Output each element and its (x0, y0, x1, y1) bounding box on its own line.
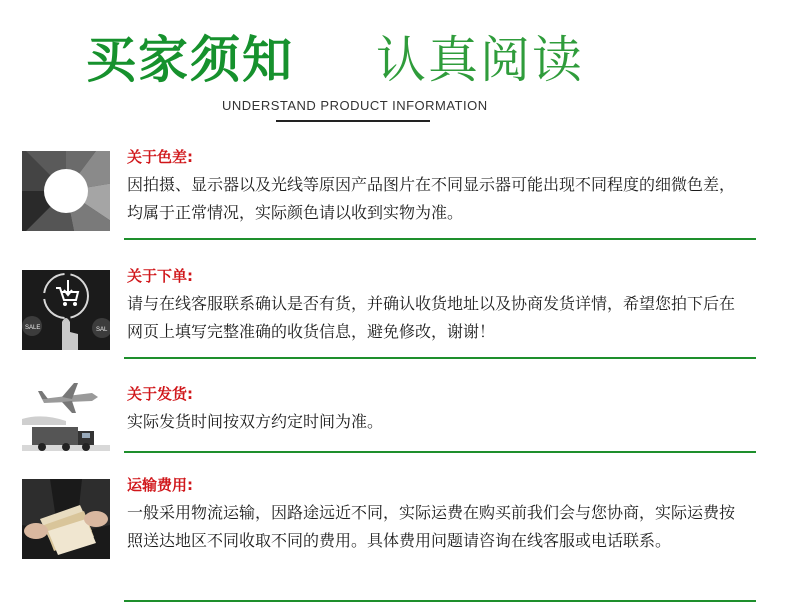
section-title: 关于色差: (127, 148, 193, 166)
section-body: 实际发货时间按双方约定时间为准。 (127, 412, 384, 431)
section-divider (124, 238, 756, 240)
page-title-secondary: 认真阅读 (376, 31, 584, 89)
shipping-plane-truck-icon (22, 377, 110, 457)
section-divider (124, 451, 756, 453)
section-title: 运输费用: (127, 476, 193, 494)
color-wheel-icon (22, 151, 110, 231)
section-body: 因拍摄、显示器以及光线等原因产品图片在不同显示器可能出现不同程度的细微色差，均属于正常情况，实际颜色请以收到实物为准。 (127, 175, 736, 222)
header (0, 0, 790, 130)
section-title: 关于下单: (127, 267, 193, 285)
section-title: 关于发货: (127, 385, 193, 403)
page-title: 买家须知 (86, 31, 294, 89)
page-subtitle: UNDERSTAND PRODUCT INFORMATION (222, 98, 488, 113)
money-hands-icon (22, 479, 110, 559)
sale-badge-left: SALE (25, 325, 41, 331)
section-body: 请与在线客服联系确认是否有货，并确认收货地址以及协商发货详情，希望您拍下后在网页上填写完整准确的收货信息，避免修改，谢谢！ (127, 294, 736, 341)
subtitle-underline (276, 120, 430, 122)
section-divider (124, 357, 756, 359)
shopping-cart-touch-icon (22, 270, 110, 350)
section-body: 一般采用物流运输，因路途远近不同，实际运费在购买前我们会与您协商，实际运费按照送达地区不同收取不同的费用。具体费用问题请咨询在线客服或电话联系。 (127, 503, 736, 550)
section-divider (124, 600, 756, 602)
sale-badge-right: SAL (96, 327, 108, 333)
